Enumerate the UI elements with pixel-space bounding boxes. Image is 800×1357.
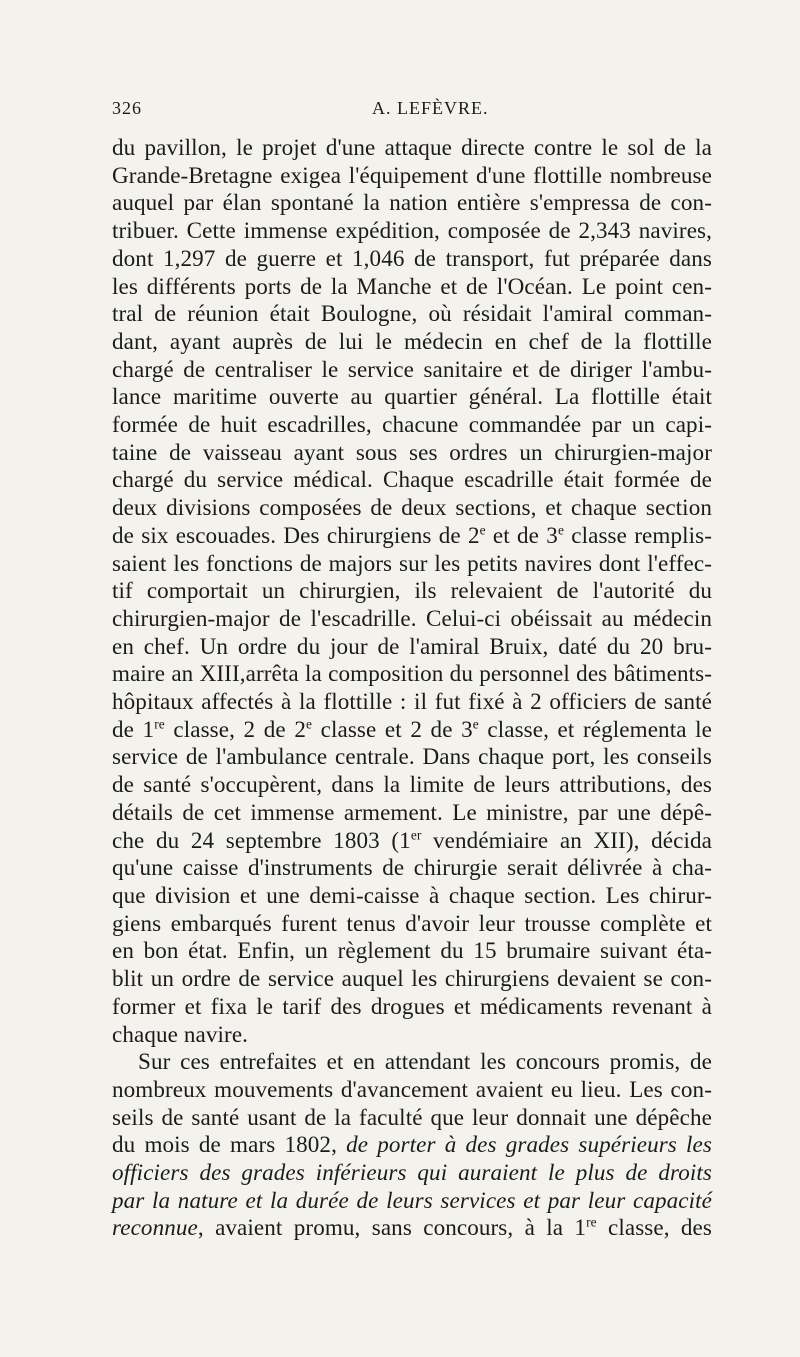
text-line: de santé s'occupèrent, dans la limite de leurs attributions, des (112, 771, 712, 798)
text-line: chargé du service médical. Chaque escadrille était formée de (112, 466, 712, 493)
text-line: auquel par élan spontané la nation entière s'empressa de con- (112, 189, 712, 216)
text-line (112, 716, 712, 744)
text-line: dont 1,297 de guerre et 1,046 de transport, fut préparée dans (112, 244, 712, 271)
text-line: giens embarqués furent tenus d'avoir leur trousse complète et (112, 909, 712, 936)
text-line (112, 1131, 712, 1159)
text-line: que division et une demi-caisse à chaque section. Les chirur- (112, 881, 712, 908)
italic-run: reconnue (112, 1214, 198, 1241)
text-line: Grande-Bretagne exigea l'équipement d'une flottille nombreuse (112, 161, 712, 188)
text-run: de six escouades. Des chirurgiens de 2 (112, 521, 480, 548)
text-run: classe, 2 de 2 (164, 715, 306, 742)
text-line: en chef. Un ordre du jour de l'amiral Bruix, daté du 20 bru- (112, 632, 712, 659)
text-line: les différents ports de la Manche et de l'Océan. Le point cen- (112, 272, 712, 299)
text-line: détails de cet immense armement. Le ministre, par une dépê- (112, 798, 712, 825)
text-line (112, 1159, 712, 1187)
text-line (112, 827, 712, 855)
superscript: re (154, 716, 165, 732)
text-line: Sur ces entrefaites et en attendant les concours promis, de (138, 1048, 712, 1075)
text-line: taine de vaisseau ayant sous ses ordres un chirurgien-major (112, 438, 712, 465)
superscript: e (305, 716, 313, 732)
text-line: lance maritime ouverte au quartier général. La flottille était (112, 383, 712, 410)
running-head: A. LEFÈVRE. (372, 98, 489, 118)
text-run: vendémiaire an XII), décida (421, 826, 712, 853)
text-line: du pavillon, le projet d'une attaque directe contre le sol de la (112, 134, 712, 160)
superscript: e (472, 716, 479, 732)
text-run: et de 3 (485, 521, 558, 548)
text-run: de 1 (112, 715, 155, 742)
text-run: , avaient promu, sans concours, à la 1 (197, 1214, 587, 1241)
text-run: classe, et réglementa le (478, 715, 713, 742)
text-line: blit un ordre de service auquel les chirurgiens devaient se con- (112, 965, 712, 992)
text-line: formée de huit escadrilles, chacune commandée par un capi- (112, 411, 712, 438)
text-line: maire an XIII,arrêta la composition du personnel des bâtiments- (112, 660, 712, 687)
text-line: tribuer. Cette immense expédition, composée de 2,343 navires, (112, 217, 712, 244)
text-line: en bon état. Enfin, un règlement du 15 brumaire suivant éta- (112, 937, 712, 964)
text-line: saient les fonctions de majors sur les petits navires dont l'effec- (112, 549, 712, 576)
text-line: seils de santé usant de la faculté que leur donnait une dépêche (112, 1103, 712, 1130)
text-line: chaque navire. (112, 1020, 249, 1047)
italic-run: par la nature et la durée de leurs services et par leur capacité (112, 1186, 712, 1213)
text-line: former et fixa le tarif des drogues et médicaments revenant à (112, 992, 712, 1019)
text-run: classe remplis- (563, 521, 712, 548)
text-run: du mois de mars 1802, (112, 1131, 347, 1158)
text-line: service de l'ambulance centrale. Dans chaque port, les conseils (112, 743, 712, 770)
text-line (112, 1214, 712, 1242)
body-text (112, 134, 712, 1242)
superscript: er (410, 827, 422, 843)
superscript: re (586, 1215, 597, 1231)
text-line: chargé de centraliser le service sanitaire et de diriger l'ambu- (112, 355, 712, 382)
text-line: tral de réunion était Boulogne, où résidait l'amiral comman- (112, 300, 712, 327)
text-run: classe et 2 de 3 (312, 715, 473, 742)
text-line: qu'une caisse d'instruments de chirurgie serait délivrée à cha- (112, 854, 712, 881)
superscript: e (479, 522, 486, 538)
superscript: e (557, 522, 564, 538)
italic-run: officiers des grades inférieurs qui auraient le plus de droits (112, 1159, 712, 1186)
page-number: 326 (112, 98, 142, 118)
text-line: dant, ayant auprès de lui le médecin en chef de la flottille (112, 327, 712, 354)
text-line: hôpitaux affectés à la flottille : il fut fixé à 2 officiers de santé (112, 688, 712, 715)
text-line: tif comportait un chirurgien, ils relevaient de l'autorité du (112, 577, 712, 604)
text-run: che du 24 septembre 1803 (1 (112, 826, 411, 853)
text-line: deux divisions composées de deux sections, et chaque section (112, 494, 712, 521)
italic-run: de porter à des grades supérieurs les (346, 1131, 712, 1158)
text-run: classe, des (596, 1214, 712, 1241)
page-header (112, 98, 712, 126)
text-line (112, 1187, 712, 1215)
text-line: nombreux mouvements d'avancement avaient eu lieu. Les con- (112, 1075, 712, 1102)
text-line: chirurgien-major de l'escadrille. Celui-ci obéissait au médecin (112, 604, 712, 631)
text-line (112, 522, 712, 550)
